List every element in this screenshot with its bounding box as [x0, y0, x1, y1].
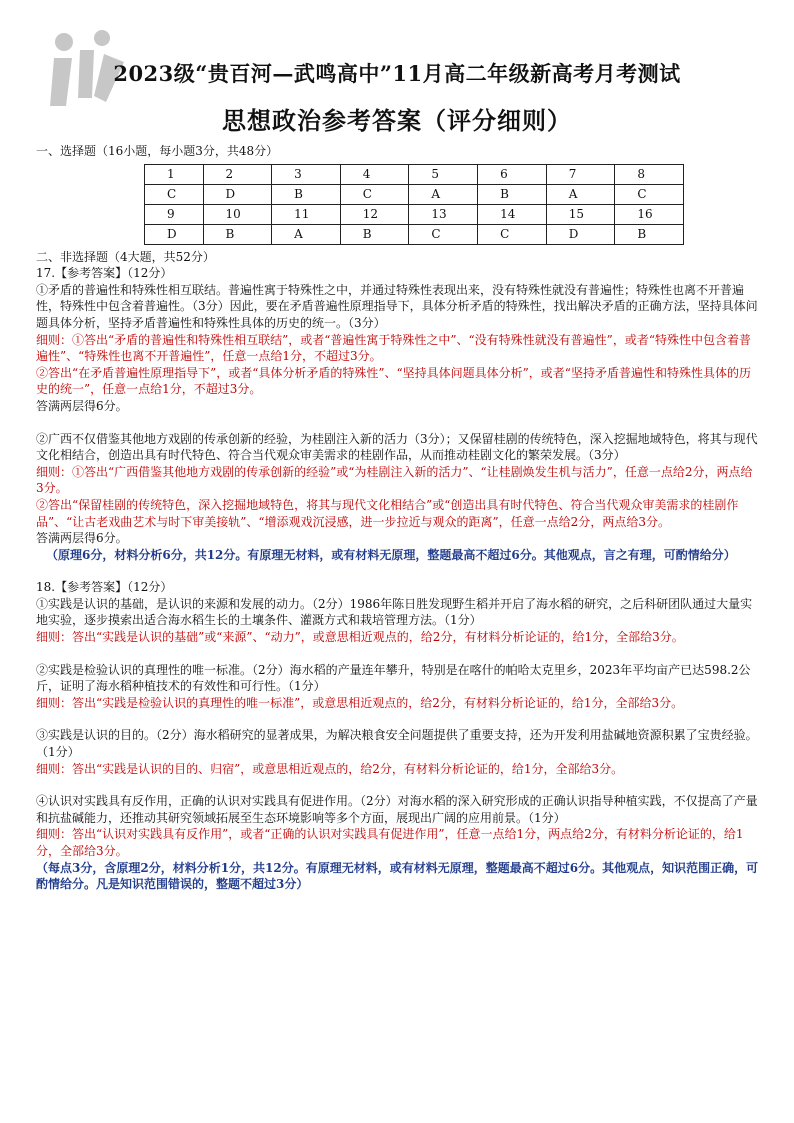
answer-key-title: 思想政治参考答案（评分细则） — [222, 106, 572, 135]
section2-heading: 二、非选择题（4大题，共52分） — [36, 249, 215, 264]
table-cell: 10 — [203, 204, 272, 224]
q17-point2: ②广西不仅借鉴其他地方戏剧的传承创新的经验，为桂剧注入新的活力（3分）；又保留桂剧的传统特色，深入挖掘地域特色，将其与现代文化相结合，创造出具有时代特色、符合当代观众审美需求的桂剧作品，从而推动桂剧文化的繁荣发展。（3分） — [36, 431, 758, 463]
table-row — [145, 184, 684, 204]
table-row — [145, 224, 684, 244]
table-cell: A — [546, 184, 615, 204]
table-cell: 15 — [546, 204, 615, 224]
q18-title: 18.【参考答案】（12分） — [36, 580, 173, 595]
table-cell: A — [409, 184, 478, 204]
table-cell: C — [615, 184, 684, 204]
q18-detail4: 细则：答出“认识对实践具有反作用”，或者“正确的认识对实践具有促进作用”，任意一点给1分，两点给2分，有材料分析论证的，给1分，全部给3分。 — [36, 827, 744, 858]
q17-full2: 答满两层得6分。 — [36, 531, 128, 546]
table-cell: 3 — [272, 164, 341, 184]
q17-full1: 答满两层得6分。 — [36, 398, 128, 413]
table-cell: C — [340, 184, 409, 204]
q18-point2: ②实践是检验认识的真理性的唯一标准。（2分）海水稻的产量连年攀升，特别是在喀什的帕哈太克里乡，2023年平均亩产已达598.2公斤，证明了海水稻种植技术的有效性和可行性。（1分） — [36, 662, 751, 694]
table-cell: 5 — [409, 164, 478, 184]
table-cell: B — [478, 184, 547, 204]
table-cell: C — [145, 184, 204, 204]
table-cell: 13 — [409, 204, 478, 224]
table-row — [145, 204, 684, 224]
q17-point1: ①矛盾的普遍性和特殊性相互联结。普遍性寓于特殊性之中，并通过特殊性表现出来，没有特殊性就没有普遍性；特殊性也离不开普遍性，特殊性中包含着普遍性。（3分）因此，要在矛盾普遍性原理指导下，具体分析矛盾的特殊性，找出解决矛盾的正确方法，坚持具体问题具体分析，坚持矛盾普遍性和特殊性具体的历史的统一。（3分） — [36, 282, 758, 330]
table-cell: B — [340, 224, 409, 244]
q18-point3: ③实践是认识的目的。（2分）海水稻研究的显著成果，为解决粮食安全问题提供了重要支持，还为开发利用盐碱地资源积累了宝贵经验。（1分） — [36, 728, 758, 760]
table-cell: 9 — [145, 204, 204, 224]
table-cell: 2 — [203, 164, 272, 184]
q17-title: 17.【参考答案】（12分） — [36, 266, 173, 281]
q18-point4: ④认识对实践具有反作用，正确的认识对实践具有促进作用。（2分）对海水稻的深入研究形成的正确认识指导种植实践，不仅提高了产量和抗盐碱能力，还推动其研究领域拓展至生态环境影响等多个方面，展现出广阔的应用前景。（1分） — [36, 794, 758, 825]
table-cell: 16 — [615, 204, 684, 224]
q17-detail3: 细则：①答出“广西借鉴其他地方戏剧的传承创新的经验”或“为桂剧注入新的活力”、“让桂剧焕发生机与活力”，任意一点给2分，两点给3分。 — [36, 464, 753, 496]
mcq-answer-table — [144, 164, 684, 245]
section1-heading: 一、选择题（16小题，每小题3分，共48分） — [36, 144, 279, 158]
q18-detail3: 细则：答出“实践是认识的目的、归宿”，或意思相近观点的，给2分，有材料分析论证的，给1分，全部给3分。 — [36, 761, 624, 776]
table-cell: B — [615, 224, 684, 244]
q18-scoring-note: （每点3分，含原理2分，材料分析1分，共12分。有原理无材料，或有材料无原理，整题最高不超过6分。其他观点，知识范围正确，可酌情给分。凡是知识范围错误的，整题不超过3分） — [36, 860, 759, 892]
table-cell: 14 — [478, 204, 547, 224]
q17-detail2: ②答出“在矛盾普遍性原理指导下”，或者“具体分析矛盾的特殊性”、“坚持具体问题具体分析”，或者“坚持矛盾普遍性和特殊性具体的历史的统一”，任意一点给1分，不超过3分。 — [36, 365, 751, 397]
table-cell: A — [272, 224, 341, 244]
table-cell: 6 — [478, 164, 547, 184]
table-cell: 12 — [340, 204, 409, 224]
q17-scoring-note: （原理6分，材料分析6分，共12分。有原理无材料，或有材料无原理，整题最高不超过6分。其他观点，言之有理，可酌情给分） — [46, 547, 736, 562]
table-cell: D — [203, 184, 272, 204]
table-cell: C — [409, 224, 478, 244]
table-cell: B — [203, 224, 272, 244]
answer-content — [36, 143, 760, 893]
exam-title: 2023级“贵百河—武鸣高中”11月高二年级新高考月考测试 — [113, 61, 681, 86]
q18-detail2: 细则：答出“实践是检验认识的真理性的唯一标准”，或意思相近观点的，给2分，有材料分析论证的，给1分，全部给3分。 — [36, 695, 684, 710]
table-cell: 8 — [615, 164, 684, 184]
table-cell: D — [546, 224, 615, 244]
q17-detail1: 细则：①答出“矛盾的普遍性和特殊性相互联结”，或者“普遍性寓于特殊性之中”、“没有特殊性就没有普遍性”，或者“特殊性中包含着普遍性”、“特殊性也离不开普遍性”，任意一点给1分，不超过3分。 — [36, 332, 751, 364]
table-cell: B — [272, 184, 341, 204]
table-cell: C — [478, 224, 547, 244]
q18-point1: ①实践是认识的基础，是认识的来源和发展的动力。（2分）1986年陈日胜发现野生稻并开启了海水稻的研究，之后科研团队通过大量实地实验，逐步摸索出适合海水稻生长的土壤条件、灌溉方式和栽培管理方法。（1分） — [36, 596, 753, 628]
q18-detail1: 细则：答出“实践是认识的基础”或“来源”、“动力”，或意思相近观点的，给2分，有材料分析论证的，给1分，全部给3分。 — [36, 630, 684, 645]
table-cell: D — [145, 224, 204, 244]
table-cell: 4 — [340, 164, 409, 184]
q17-detail4: ②答出“保留桂剧的传统特色，深入挖掘地域特色，将其与现代文化相结合”或“创造出具有时代特色、符合当代观众审美需求的桂剧作品”、“让古老戏曲艺术与时下审美接轨”、“增添观戏沉浸感，进一步拉近与观众的距离”，任意一点给2分，两点给3分。 — [36, 497, 739, 529]
table-cell: 11 — [272, 204, 341, 224]
table-row — [145, 164, 684, 184]
table-cell: 1 — [145, 164, 204, 184]
table-cell: 7 — [546, 164, 615, 184]
